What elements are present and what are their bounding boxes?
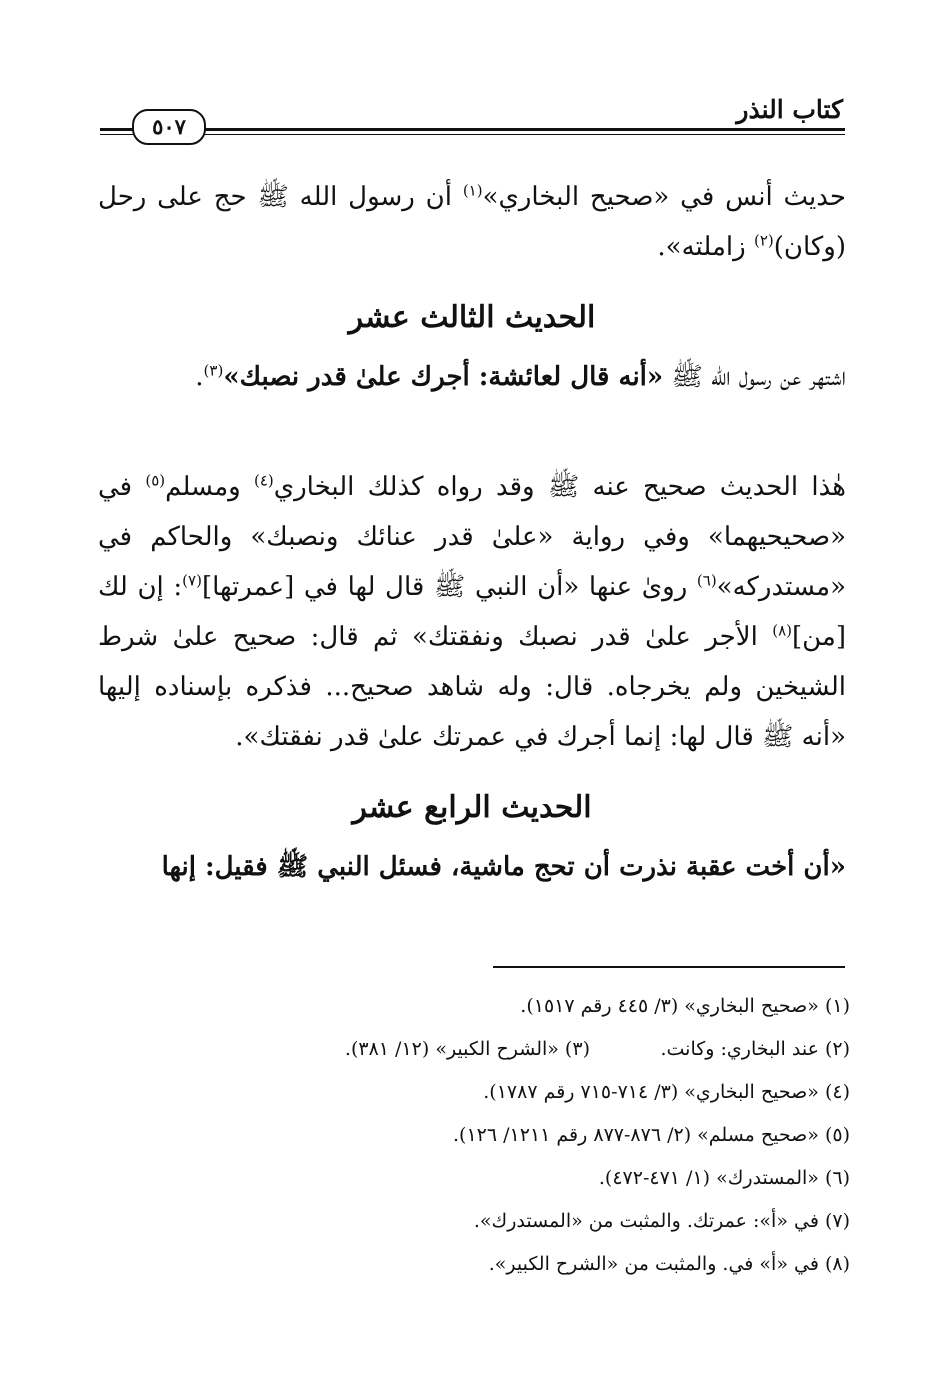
footnote-ref-2: (٢) — [753, 231, 774, 250]
footnote-8: (٨) في «أ» في. والمثبت من «الشرح الكبير». — [488, 1253, 850, 1275]
section-title-14: الحديث الرابع عشر — [352, 790, 592, 825]
book-title: كتاب النذر — [736, 95, 843, 124]
paragraph-anas-hadith: حديث أنس في «صحيح البخاري»$^{(١)}$ أن رسول الله ﷺ حج على رحل (وكان)$^{(٢)}$ زاملته». — [98, 181, 846, 262]
paragraph-hadith-commentary: هٰذا الحديث صحيح عنه ﷺ وقد رواه كذلك البخاري$^{(٤)}$ ومسلم$^{(٥)}$ في «صحيحيهما» وفي رواية «علىٰ قدر عنائك ونصبك» والحاكم في «مستدركه»$^{(٦)}$ رویٰ عنها «أن النبي ﷺ قال لها في [عمرتها]$^{(٧)}$: إن لك [من]$^{(٨)}$ الأجر علىٰ قدر نصبك ونفقتك» ثم قال: صحيح علىٰ شرط الشيخين ولم يخرجاه. قال: وله شاهد صحيح... فذكره بإسناده إليها «أنه ﷺ قال لها: إنما أجرك في عمرتك علىٰ قدر نفقتك». — [98, 471, 846, 752]
footnote-ref-8: (٨) — [772, 621, 792, 640]
footnote-2: (٢) عند البخاري: وكانت. — [660, 1038, 850, 1060]
footnote-7: (٧) في «أ»: عمرتك. والمثبت من «المستدرك». — [473, 1210, 850, 1232]
paragraph-aisha-hadith: اشتهر عن رسول الله ﷺ «أنه قال لعائشة: أجرك علىٰ قدر نصبك»$^{(٣)}$. — [195, 361, 846, 392]
footnote-3: (٣) «الشرح الكبير» (١٢/ ٣٨١). — [344, 1038, 590, 1060]
footnote-ref-5: (٥) — [145, 471, 166, 490]
header-rule-thin — [100, 134, 845, 135]
footnote-6: (٦) «المستدرك» (١/ ٤٧١-٤٧٢). — [598, 1167, 850, 1189]
footnote-ref-7: (٧) — [182, 571, 202, 590]
paragraph-uqba-sister-hadith: «أن أخت عقبة نذرت أن تحج ماشية، فسئل النبي ﷺ فقيل: إنها — [161, 852, 846, 882]
footnote-1: (١) «صحيح البخاري» (٣/ ٤٤٥ رقم ١٥١٧). — [520, 995, 850, 1017]
footnote-ref-4: (٤) — [253, 471, 274, 490]
footnote-ref-1: (١) — [462, 181, 483, 200]
page-number: ٥٠٧ — [132, 109, 206, 145]
footnote-separator — [493, 966, 845, 968]
main-text — [98, 172, 846, 892]
section-title-13: الحديث الثالث عشر — [348, 300, 596, 335]
header-rule — [100, 128, 845, 131]
footnote-row-2-3 — [98, 1028, 850, 1071]
footnote-ref-3: (٣) — [203, 361, 224, 380]
footnote-ref-6: (٦) — [696, 571, 717, 590]
footnote-4: (٤) «صحيح البخاري» (٣/ ٧١٤-٧١٥ رقم ١٧٨٧). — [483, 1081, 850, 1103]
footnotes — [98, 985, 850, 1286]
footnote-5: (٥) «صحيح مسلم» (٢/ ٨٧٦-٨٧٧ رقم ١٢١١/ ١٢٦). — [453, 1124, 850, 1146]
page-header — [100, 95, 845, 145]
